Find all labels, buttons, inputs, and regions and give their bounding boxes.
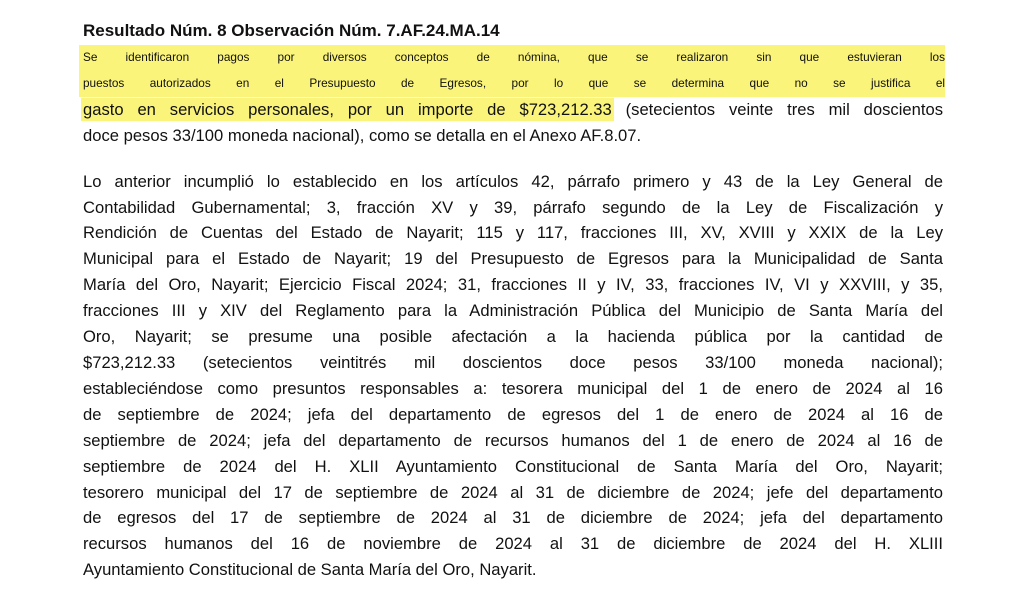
legal-basis-paragraph xyxy=(83,169,943,584)
document-page xyxy=(83,20,943,583)
partially-highlighted-line xyxy=(83,97,943,123)
text-line: Municipal para el Estado de Nayarit; 19 del Presupuesto de Egresos para la Municipalidad de Santa xyxy=(83,249,943,269)
text-line: doce pesos 33/100 moneda nacional), como se detalla en el Anexo AF.8.07. xyxy=(83,125,642,145)
line-text: (setecientos veinte tres mil doscientos xyxy=(611,99,943,119)
result-heading: Resultado Núm. 8 Observación Núm. 7.AF.24.MA.14 xyxy=(83,21,500,40)
text-line: recursos humanos del 16 de noviembre de 2024 al 31 de diciembre de 2024 del H. XLIII xyxy=(83,534,943,554)
text-line: fracciones III y XIV del Reglamento para la Administración Pública del Municipio de Santa María del xyxy=(83,301,943,321)
text-line: Rendición de Cuentas del Estado de Nayarit; 115 y 117, fracciones III, XV, XVIII y XXIX de la Ley xyxy=(83,223,943,243)
text-line: Contabilidad Gubernamental; 3, fracción XV y 39, párrafo segundo de la Ley de Fiscalización y xyxy=(83,197,943,217)
text-line: tesorero municipal del 17 de septiembre de 2024 al 31 de diciembre de 2024; jefe del departamento xyxy=(83,482,943,502)
text-line: María del Oro, Nayarit; Ejercicio Fiscal 2024; 31, fracciones II y IV, 33, fracciones IV, VI y XXVIII, y 35, xyxy=(83,275,943,295)
text-line: Ayuntamiento Constitucional de Santa María del Oro, Nayarit. xyxy=(83,560,537,580)
highlighted-line: Se identificaron pagos por diversos conceptos de nómina, que se realizaron sin que estuvieran los xyxy=(79,45,945,71)
highlighted-text: gasto en servicios personales, por un importe de $723,212.33 xyxy=(83,99,612,119)
text-line: de septiembre de 2024; jefa del departamento de egresos del 1 de enero de 2024 al 16 de xyxy=(83,404,943,424)
text-line: Oro, Nayarit; se presume una posible afectación a la hacienda pública por la cantidad de xyxy=(83,327,943,347)
text-line: septiembre de 2024; jefa del departamento de recursos humanos del 1 de enero de 2024 al 16 de xyxy=(83,430,943,450)
text-line: Lo anterior incumplió lo establecido en los artículos 42, párrafo primero y 43 de la Ley General de xyxy=(83,171,943,191)
text-line: $723,212.33 (setecientos veintitrés mil doscientos doce pesos 33/100 moneda nacional); xyxy=(83,352,943,372)
text-line: estableciéndose como presuntos responsables a: tesorera municipal del 1 de enero de 2024 al 16 xyxy=(83,378,943,398)
text-line: septiembre de 2024 del H. XLII Ayuntamiento Constitucional de Santa María del Oro, Nayarit; xyxy=(83,456,943,476)
text-line: de egresos del 17 de septiembre de 2024 al 31 de diciembre de 2024; jefa del departamento xyxy=(83,508,943,528)
highlighted-line: puestos autorizados en el Presupuesto de Egresos, por lo que se determina que no se justifica el xyxy=(79,71,945,97)
finding-paragraph xyxy=(83,45,943,149)
